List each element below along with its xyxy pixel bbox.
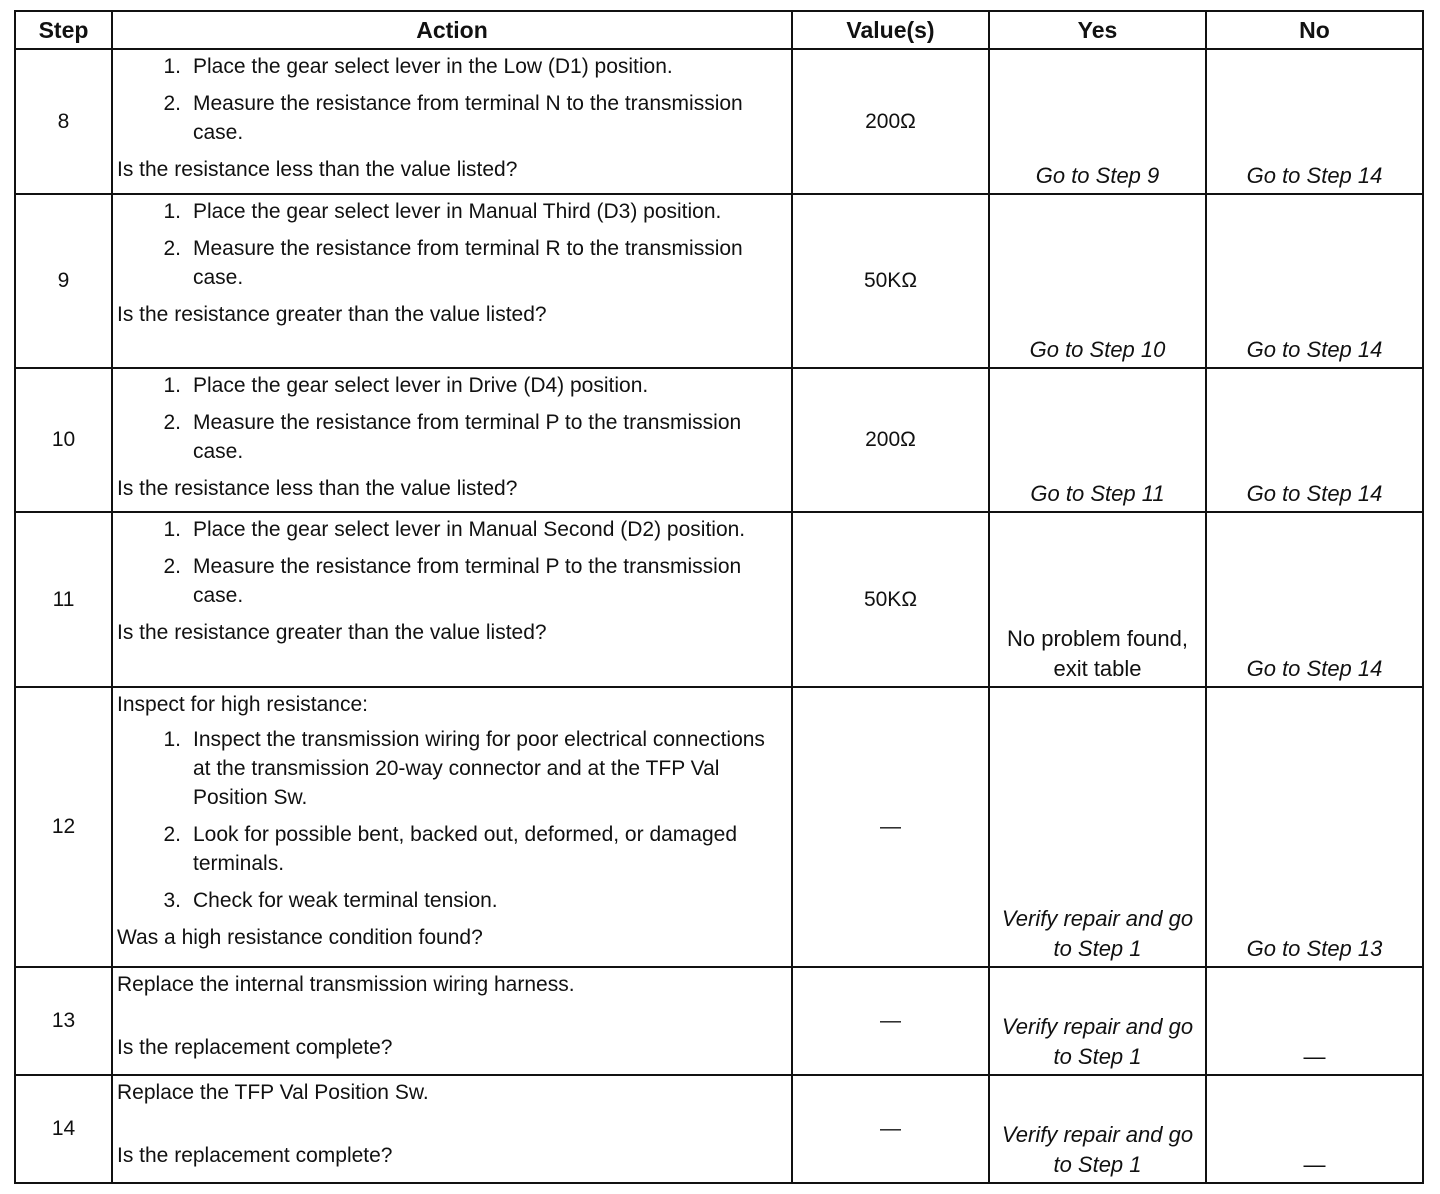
header-values: Value(s)	[792, 11, 989, 49]
action-step	[117, 725, 785, 812]
no-text: Go to Step 14	[1246, 163, 1383, 188]
header-action: Action	[112, 11, 792, 49]
action-step	[117, 408, 785, 466]
action-step-text: Check for weak terminal tension.	[193, 889, 498, 912]
step-number: 9	[15, 194, 112, 368]
action-intro: Inspect for high resistance:	[117, 693, 368, 716]
table-row	[15, 194, 1423, 368]
action-step-text: Measure the resistance from terminal N to the transmission case.	[193, 92, 743, 144]
yes-text: Go to Step 11	[1030, 481, 1165, 506]
no-cell	[1206, 194, 1423, 368]
action-steps	[117, 52, 785, 147]
value-cell: —	[792, 967, 989, 1075]
yes-cell	[989, 368, 1206, 512]
action-step	[117, 89, 785, 147]
action-step-text: Measure the resistance from terminal R to the transmission case.	[193, 237, 743, 289]
table-row	[15, 512, 1423, 687]
table-row	[15, 1075, 1423, 1183]
yes-text: Verify repair and go to Step 1	[1001, 1122, 1194, 1177]
action-cell	[112, 512, 792, 687]
action-step-number: 3.	[163, 889, 181, 912]
action-question: Is the resistance greater than the value listed?	[117, 621, 547, 644]
value-cell: —	[792, 1075, 989, 1183]
action-step	[117, 234, 785, 292]
action-step-number: 2.	[163, 555, 181, 578]
step-number: 11	[15, 512, 112, 687]
action-step	[117, 515, 785, 544]
header-yes: Yes	[989, 11, 1206, 49]
action-intro: Replace the TFP Val Position Sw.	[117, 1081, 429, 1104]
yes-cell	[989, 1075, 1206, 1183]
no-cell	[1206, 368, 1423, 512]
action-step	[117, 552, 785, 610]
value-cell: 200Ω	[792, 49, 989, 194]
no-text: —	[1303, 1152, 1326, 1177]
action-step-text: Look for possible bent, backed out, deformed, or damaged terminals.	[193, 823, 738, 875]
yes-cell	[989, 49, 1206, 194]
action-question: Was a high resistance condition found?	[117, 926, 483, 949]
action-steps	[117, 371, 785, 466]
no-text: Go to Step 14	[1246, 481, 1383, 506]
action-step	[117, 52, 785, 81]
no-cell	[1206, 687, 1423, 967]
action-step-text: Place the gear select lever in Manual Second (D2) position.	[193, 518, 746, 541]
action-step	[117, 820, 785, 878]
action-step	[117, 886, 785, 915]
yes-cell	[989, 967, 1206, 1075]
no-text: Go to Step 14	[1246, 337, 1383, 362]
no-cell	[1206, 49, 1423, 194]
yes-text: Verify repair and go to Step 1	[1001, 1014, 1194, 1069]
action-step-number: 1.	[163, 728, 181, 751]
action-step-number: 1.	[163, 200, 181, 223]
action-cell	[112, 967, 792, 1075]
action-step	[117, 197, 785, 226]
action-step-text: Measure the resistance from terminal P to the transmission case.	[193, 555, 742, 607]
table-row	[15, 967, 1423, 1075]
no-cell	[1206, 967, 1423, 1075]
diagnostic-table	[14, 10, 1424, 1184]
action-cell	[112, 368, 792, 512]
action-intro: Replace the internal transmission wiring harness.	[117, 973, 575, 996]
value-cell: 50KΩ	[792, 512, 989, 687]
value-cell: —	[792, 687, 989, 967]
action-step-number: 1.	[163, 518, 181, 541]
step-number: 12	[15, 687, 112, 967]
no-text: —	[1303, 1044, 1326, 1069]
action-question: Is the resistance greater than the value listed?	[117, 303, 547, 326]
action-step-number: 2.	[163, 92, 181, 115]
action-question: Is the replacement complete?	[117, 1144, 393, 1167]
step-number: 14	[15, 1075, 112, 1183]
action-question: Is the resistance less than the value listed?	[117, 158, 518, 181]
action-step-text: Inspect the transmission wiring for poor electrical connections at the transmission 20-way connector and at the TFP Val Position Sw.	[193, 728, 765, 809]
no-text: Go to Step 14	[1246, 656, 1383, 681]
action-steps	[117, 725, 785, 915]
action-question: Is the resistance less than the value listed?	[117, 477, 518, 500]
action-question: Is the replacement complete?	[117, 1036, 393, 1059]
action-step-text: Place the gear select lever in Manual Third (D3) position.	[193, 200, 722, 223]
action-cell	[112, 49, 792, 194]
action-step-number: 2.	[163, 237, 181, 260]
header-step: Step	[15, 11, 112, 49]
action-step-number: 2.	[163, 823, 181, 846]
action-cell	[112, 194, 792, 368]
action-steps	[117, 197, 785, 292]
table-row	[15, 687, 1423, 967]
yes-text: No problem found, exit table	[1007, 626, 1188, 681]
action-steps	[117, 515, 785, 610]
action-step-number: 1.	[163, 55, 181, 78]
action-step-text: Place the gear select lever in the Low (D1) position.	[193, 55, 673, 78]
action-step-text: Measure the resistance from terminal P to the transmission case.	[193, 411, 742, 463]
yes-cell	[989, 512, 1206, 687]
yes-cell	[989, 194, 1206, 368]
value-cell: 200Ω	[792, 368, 989, 512]
action-step	[117, 371, 785, 400]
no-text: Go to Step 13	[1246, 936, 1383, 961]
no-cell	[1206, 1075, 1423, 1183]
yes-text: Verify repair and go to Step 1	[1001, 906, 1194, 961]
action-step-text: Place the gear select lever in Drive (D4) position.	[193, 374, 649, 397]
header-row	[15, 11, 1423, 49]
action-cell	[112, 687, 792, 967]
action-cell	[112, 1075, 792, 1183]
table-row	[15, 49, 1423, 194]
header-no: No	[1206, 11, 1423, 49]
action-step-number: 1.	[163, 374, 181, 397]
yes-text: Go to Step 9	[1035, 163, 1160, 188]
value-cell: 50KΩ	[792, 194, 989, 368]
yes-text: Go to Step 10	[1029, 337, 1166, 362]
step-number: 13	[15, 967, 112, 1075]
action-step-number: 2.	[163, 411, 181, 434]
yes-cell	[989, 687, 1206, 967]
table-row	[15, 368, 1423, 512]
step-number: 8	[15, 49, 112, 194]
step-number: 10	[15, 368, 112, 512]
no-cell	[1206, 512, 1423, 687]
